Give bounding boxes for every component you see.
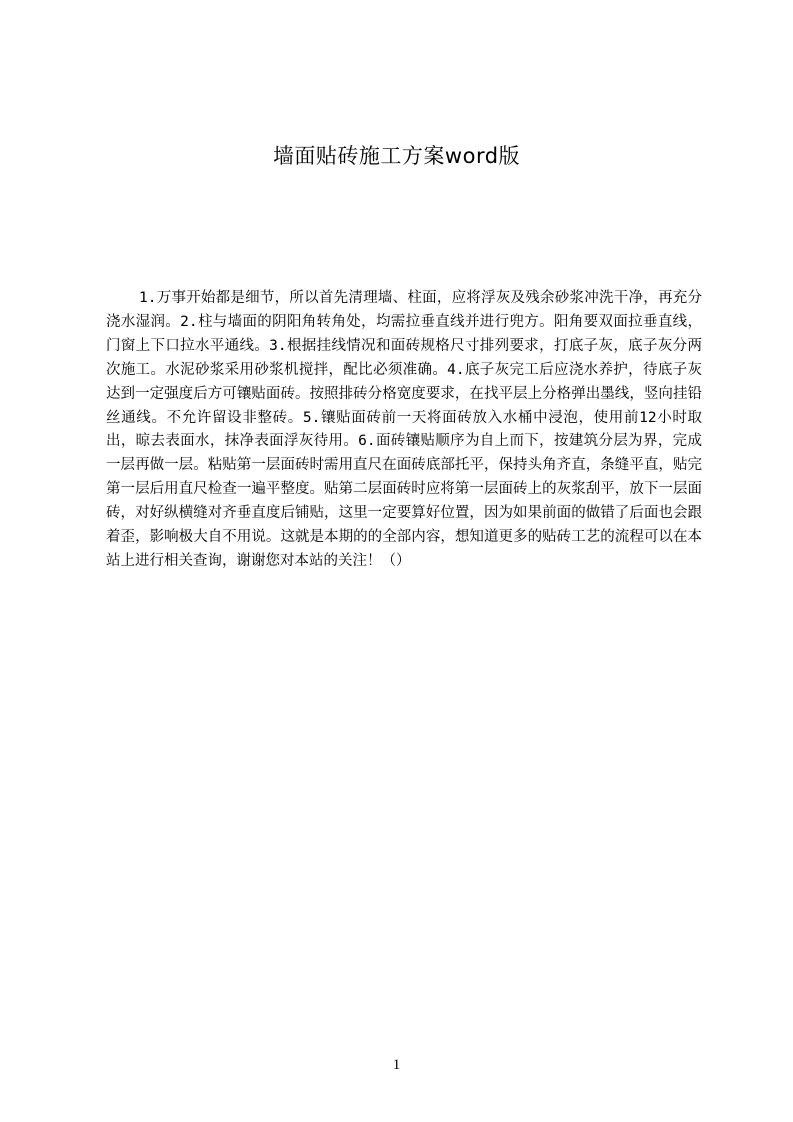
document-title: 墙面贴砖施工方案word版 <box>272 144 521 168</box>
document-body-paragraph: 1.万事开始都是细节，所以首先清理墙、柱面，应将浮灰及残余砂浆冲洗干净，再充分浇水湿润。2.柱与墙面的阴阳角转角处，均需拉垂直线并进行兜方。阳角要双面拉垂直线，门窗上下口拉水平通线。3.根据挂线情况和面砖规格尺寸排列要求，打底子灰，底子灰分两次施工。水泥砂浆采用砂浆机搅拌，配比必须准确。4.底子灰完工后应浇水养护，待底子灰达到一定强度后方可镶贴面砖。按照排砖分格宽度要求，在找平层上分格弹出墨线，竖向挂铅丝通线。不允许留设非整砖。5.镶贴面砖前一天将面砖放入水桶中浸泡，使用前12小时取出，晾去表面水，抹净表面浮灰待用。6.面砖镶贴顺序为自上而下，按建筑分层为界，完成一层再做一层。粘贴第一层面砖时需用直尺在面砖底部托平，保持头角齐直，条缝平直，贴完第一层后用直尺检查一遍平整度。贴第二层面砖时应将第一层面砖上的灰浆刮平，放下一层面砖，对好纵横缝对齐垂直度后铺贴，这里一定要算好位置，因为如果前面的做错了后面也会跟着歪，影响极大自不用说。这就是本期的的全部内容，想知道更多的贴砖工艺的流程可以在本站上进行相关查询，谢谢您对本站的关注！（） <box>106 290 702 569</box>
page-number: 1 <box>392 1057 401 1073</box>
